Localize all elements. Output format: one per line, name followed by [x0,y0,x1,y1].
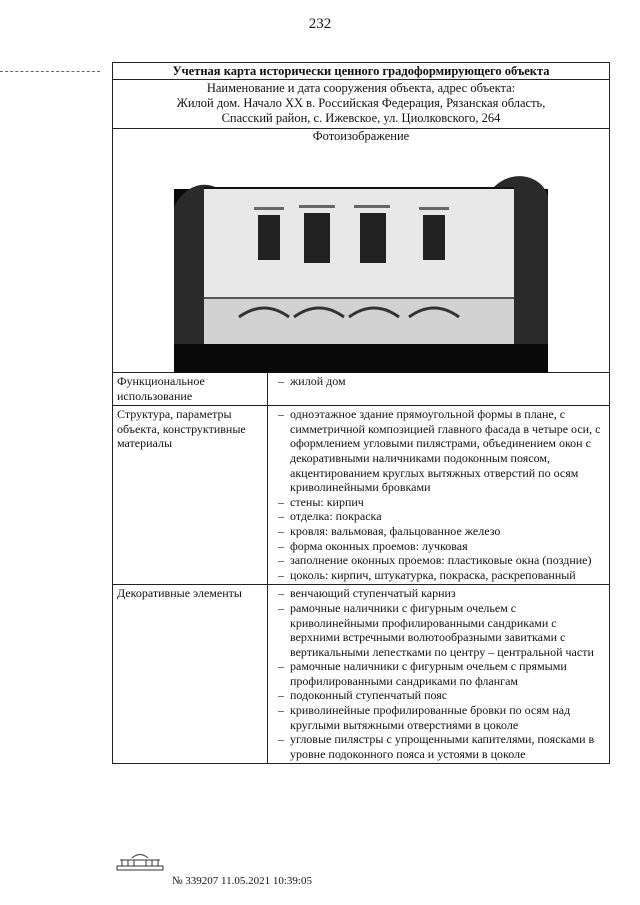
list-item [272,732,607,761]
building-photo [174,147,548,373]
item-text: жилой дом [290,374,346,388]
item-text: стены: кирпич [290,494,364,509]
row-values [268,406,610,585]
list-item [272,495,607,510]
dash-mark: – [278,567,284,582]
header-line: Жилой дом. Начало XX в. Российская Федерация, Рязанская область, [176,96,546,110]
dash-mark: – [278,407,284,422]
attributes-table [113,373,609,763]
table-row [113,373,609,406]
row-label: Структура, параметры объекта, конструктивные материалы [113,406,268,585]
dash-mark: – [278,600,284,615]
list-item [272,586,607,601]
list-item [272,374,607,389]
item-text: рамочные наличники с фигурным очельем с криволинейными профилированными сандриками с верхними встречными волютообразными завитками с вертикальными лепестками по центру – центральной части [290,600,594,659]
item-text: рамочные наличники с фигурным очельем с прямыми профилированными сандриками по флангам [290,659,567,688]
item-text: угловые пилястры с упрощенными капителями, поясками в уровне подоконного пояса и устоями в цоколе [290,732,595,761]
card-title: Учетная карта исторически ценного градоформирующего объекта [113,63,609,80]
list-item [272,524,607,539]
dash-mark: – [278,523,284,538]
dash-mark: – [278,553,284,568]
row-label: Функциональное использование [113,373,268,406]
list-item [272,539,607,554]
list-item [272,659,607,688]
row-label: Декоративные элементы [113,585,268,764]
dash-mark: – [278,703,284,718]
row-values [268,373,610,406]
list-item [272,703,607,732]
dash-mark: – [278,374,284,388]
dash-mark: – [278,732,284,747]
margin-mark [0,71,100,73]
dash-mark: – [278,494,284,509]
item-text: кровля: вальмовая, фальцованное железо [290,523,501,538]
object-header [113,80,609,129]
item-text: форма оконных проемов: лучковая [290,538,468,553]
list-item [272,407,607,495]
list-item [272,509,607,524]
registry-logo-icon [116,853,164,871]
row-values [268,585,610,764]
dash-mark: – [278,538,284,553]
item-text: одноэтажное здание прямоугольной формы в плане, с симметричной композицией главного фасада в четыре оси, с оформлением угловыми пилястрами, объединением окон с декоративными наличниками подоконным поясом, акцентированием круглых вытяжных отверстий по осям криволинейными бровками [290,407,601,495]
list-item [272,568,607,583]
dash-mark: – [278,659,284,674]
item-text: отделка: покраска [290,509,382,524]
item-text: венчающий ступенчатый карниз [290,586,456,601]
dash-mark: – [278,586,284,601]
list-item [272,688,607,703]
item-text: цоколь: кирпич, штукатурка, покраска, раскрепованный [290,567,576,582]
document-stamp: № 339207 11.05.2021 10:39:05 [172,875,312,887]
list-item [272,601,607,659]
page-number: 232 [308,16,332,32]
item-text: криволинейные профилированные бровки по осям над круглыми вытяжными отверстиями в цоколе [290,703,571,732]
table-row [113,585,609,764]
list-item [272,553,607,568]
header-line: Наименование и дата сооружения объекта, адрес объекта: [206,81,516,95]
item-text: заполнение оконных проемов: пластиковые окна (поздние) [290,553,592,568]
table-row [113,406,609,585]
item-text: подоконный ступенчатый пояс [290,688,448,703]
header-line: Спасский район, с. Ижевское, ул. Циолковского, 264 [221,111,501,125]
photo-label: Фотоизображение [312,129,410,143]
dash-mark: – [278,688,284,703]
registration-card [112,62,610,764]
dash-mark: – [278,509,284,524]
photo-section [113,129,609,373]
